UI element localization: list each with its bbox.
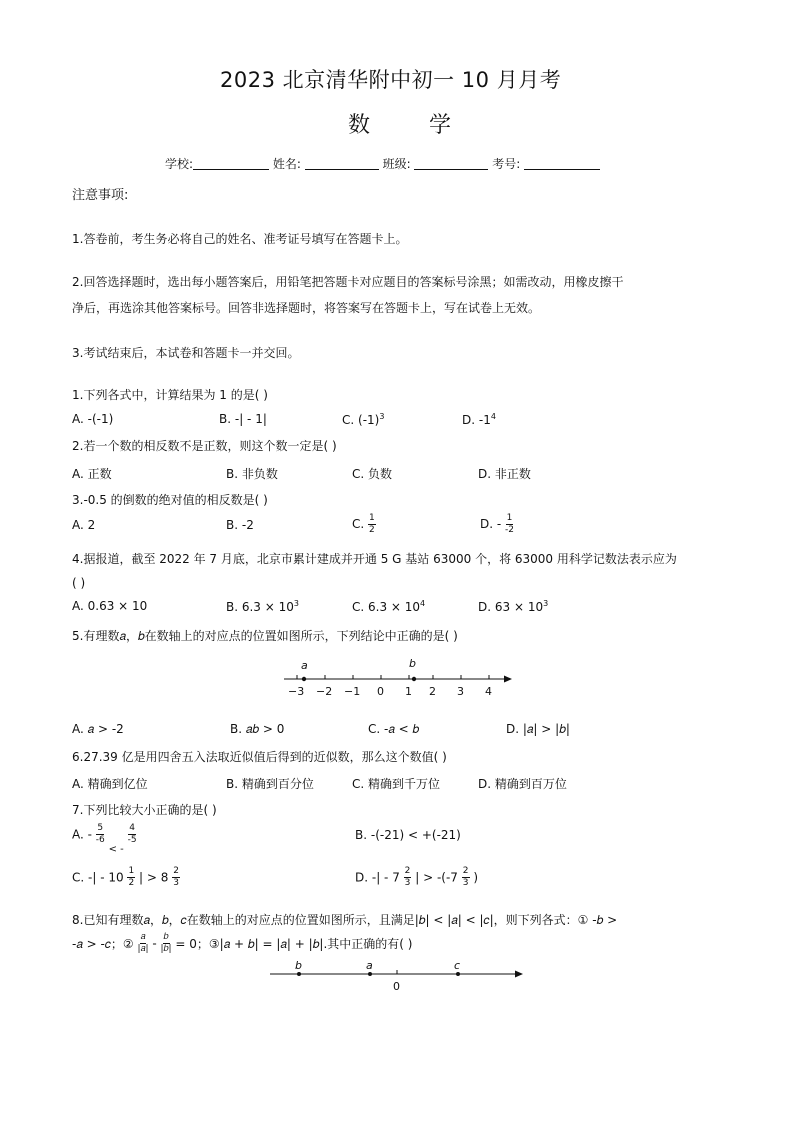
q7-c-pre: C. -| - 10 [72, 870, 124, 885]
q3-c-fraction [368, 513, 376, 536]
q7-c-num: 1 [128, 866, 135, 876]
q4-stem-line-1: 4.据报道，截至 2022 年 7 月底，北京市累计建成并开通 5 G 基站 63000 个，将 63000 用科学记数法表示应为 [72, 552, 677, 566]
q7-a-f2-num: 4 [129, 823, 135, 833]
q8-fraction-2 [160, 932, 171, 955]
q4-d-exp: 3 [543, 599, 549, 608]
q8-zero-label: 0 [393, 980, 400, 993]
q1-option-b[interactable]: B. -| - 1| [219, 412, 267, 426]
q7-option-c[interactable] [72, 866, 180, 889]
q7-option-a[interactable] [72, 823, 137, 855]
q4-d-base: D. 63 × 10 [478, 600, 544, 614]
q8-axis-arrow [515, 971, 523, 978]
q4-stem-line-2: ( ) [72, 576, 86, 590]
q5-tick-label: 1 [405, 685, 412, 698]
name-label: 姓名: [272, 157, 301, 171]
school-label: 学校: [165, 157, 194, 171]
school-field[interactable] [193, 157, 269, 170]
q2-option-c[interactable]: C. 负数 [352, 467, 393, 481]
q7-d-f2-num: 2 [462, 866, 469, 876]
q8-f1-den: |𝑎| [137, 944, 149, 954]
q3-c-den: 2 [369, 525, 375, 535]
student-info-row [165, 155, 600, 172]
name-field[interactable] [305, 157, 379, 170]
q7-a-f1-num: 5 [97, 823, 104, 833]
q7-d-mid: | > -(-7 [415, 870, 458, 885]
q7-a-label: A. - [72, 827, 92, 842]
q5-axis-arrow [504, 676, 512, 683]
q7-option-b[interactable]: B. -(-21) < +(-21) [355, 828, 461, 842]
q1-option-a[interactable]: A. -(-1) [72, 412, 114, 426]
note-3: 3.考试结束后，本试卷和答题卡一并交回。 [72, 346, 300, 360]
exam-no-field[interactable] [524, 157, 600, 170]
q5-tick-label: −1 [344, 685, 361, 698]
q8-line2-start: -𝑎 > -𝑐；② [72, 937, 134, 951]
q6-option-a[interactable]: A. 精确到亿位 [72, 777, 148, 791]
q7-d-pre: D. -| - 7 [355, 870, 400, 885]
q8-point-b-dot [297, 972, 301, 976]
q7-a-fraction-2 [128, 823, 137, 846]
class-label: 班级: [382, 157, 411, 171]
q7-a-f2-den: -5 [127, 835, 137, 845]
q8-minus: - [152, 936, 157, 951]
q7-a-f1-den: -6 [95, 835, 105, 845]
q8-point-b-label: b [295, 959, 302, 972]
q7-d-end: ) [473, 870, 479, 885]
q7-c-f2-num: 2 [173, 866, 179, 876]
q4-c-exp: 4 [420, 599, 426, 608]
q3-d-den: -2 [505, 525, 515, 535]
q1-d-exp: 4 [490, 412, 496, 421]
q5-tick-label: −3 [288, 685, 305, 698]
q5-point-b-label: b [409, 657, 416, 670]
q5-tick-label: 0 [377, 685, 384, 698]
q5-tick-label: 4 [485, 685, 492, 698]
q5-ticks [297, 675, 489, 679]
q5-point-a-dot [302, 677, 306, 681]
q8-f2-num: 𝑏 [163, 932, 169, 942]
q4-c-base: C. 6.3 × 10 [352, 600, 421, 614]
q8-point-a-label: a [366, 959, 373, 972]
q7-c-fraction-1 [127, 866, 135, 889]
q1-option-c[interactable] [342, 412, 384, 427]
q6-option-d[interactable]: D. 精确到百万位 [478, 777, 567, 791]
q7-c-fraction-2 [172, 866, 180, 889]
q8-point-c-label: c [454, 959, 461, 972]
q2-option-a[interactable]: A. 正数 [72, 467, 112, 481]
q4-option-d[interactable] [478, 599, 548, 614]
q6-stem: 6.27.39 亿是用四舍五入法取近似值后得到的近似数，那么这个数值( ) [72, 750, 447, 764]
q7-a-compare: < - [108, 844, 124, 855]
q4-b-exp: 3 [293, 599, 299, 608]
notes-heading: 注意事项: [72, 188, 129, 203]
q3-option-a[interactable]: A. 2 [72, 518, 96, 532]
q3-option-b[interactable]: B. -2 [226, 518, 254, 532]
q7-c-mid: | > 8 [139, 870, 169, 885]
q3-stem: 3.-0.5 的倒数的绝对值的相反数是( ) [72, 493, 268, 507]
q7-d-f2-den: 3 [462, 878, 469, 888]
class-field[interactable] [414, 157, 488, 170]
q8-stem: 8.已知有理数𝑎，𝑏，𝑐在数轴上的对应点的位置如图所示，且满足|𝑏| < |𝑎| < |𝑐|，则下列各式：① -𝑏 > [72, 913, 618, 927]
q7-d-fraction-2 [462, 866, 470, 889]
q7-c-den: 2 [128, 878, 135, 888]
note-1: 1.答卷前，考生务必将自己的姓名、准考证号填写在答题卡上。 [72, 232, 408, 246]
q3-d-fraction [505, 513, 514, 536]
q8-f1-num: 𝑎 [140, 932, 146, 942]
q7-d-den: 3 [404, 878, 411, 888]
q3-d-label: D. - [480, 517, 502, 531]
q8-point-c-dot [456, 972, 460, 976]
q3-c-label: C. [352, 517, 365, 531]
q2-option-b[interactable]: B. 非负数 [226, 467, 278, 481]
q8-line-2 [72, 932, 412, 955]
q5-option-c[interactable]: C. -𝑎 < 𝑏 [368, 722, 420, 736]
q5-tick-label: −2 [316, 685, 333, 698]
q5-option-a[interactable]: A. 𝑎 > -2 [72, 722, 124, 736]
q5-stem: 5.有理数𝑎，𝑏在数轴上的对应点的位置如图所示，下列结论中正确的是( ) [72, 629, 458, 643]
q4-option-b[interactable] [226, 599, 299, 614]
q4-option-c[interactable] [352, 599, 425, 614]
note-2-line-1: 2.回答选择题时，选出每小题答案后，用铅笔把答题卡对应题目的答案标号涂黑；如需改动，用橡皮擦干 [72, 275, 624, 289]
q5-tick-label: 2 [429, 685, 436, 698]
q1-c-exp: 3 [379, 412, 385, 421]
q2-option-d[interactable]: D. 非正数 [478, 467, 531, 481]
q1-c-base: C. (-1) [342, 413, 380, 427]
q3-c-num: 1 [369, 513, 375, 523]
q7-c-f2-den: 3 [173, 878, 179, 888]
q5-tick-label: 3 [457, 685, 464, 698]
q5-option-d[interactable]: D. |𝑎| > |𝑏| [506, 722, 570, 736]
q7-d-fraction-1 [404, 866, 412, 889]
q6-option-b[interactable]: B. 精确到百分位 [226, 777, 314, 791]
q3-d-num: 1 [506, 513, 513, 523]
q8-number-line [266, 958, 528, 994]
q5-point-b-dot [412, 677, 416, 681]
q3-option-c[interactable] [352, 513, 376, 536]
q5-option-b[interactable]: B. 𝑎𝑏 > 0 [230, 722, 285, 736]
q3-option-d[interactable] [480, 513, 514, 536]
q8-equation: = 0；③|𝑎 + 𝑏| = |𝑎| + |𝑏|.其中正确的有( ) [175, 937, 413, 951]
q2-stem: 2.若一个数的相反数不是正数，则这个数一定是( ) [72, 439, 337, 453]
q8-point-a-dot [368, 972, 372, 976]
exam-title: 2023 北京清华附中初一 10 月月考 [220, 68, 562, 92]
note-2-line-2: 净后，再选涂其他答案标号。回答非选择题时，将答案写在答题卡上，写在试卷上无效。 [72, 301, 541, 315]
q7-a-fraction-1 [96, 823, 105, 846]
q5-point-a-label: a [301, 659, 308, 672]
q5-number-line [280, 655, 520, 700]
q1-option-d[interactable] [462, 412, 496, 427]
q1-stem: 1.下列各式中，计算结果为 1 的是( ) [72, 388, 268, 402]
q7-option-d[interactable] [355, 866, 478, 889]
q7-stem: 7.下列比较大小正确的是( ) [72, 803, 217, 817]
q7-d-num: 2 [404, 866, 411, 876]
q4-option-a[interactable]: A. 0.63 × 10 [72, 599, 148, 613]
q8-f2-den: |𝑏| [160, 944, 172, 954]
q1-d-base: D. -1 [462, 413, 491, 427]
q4-b-base: B. 6.3 × 10 [226, 600, 294, 614]
subject-title: 数 学 [348, 113, 477, 138]
q6-option-c[interactable]: C. 精确到千万位 [352, 777, 441, 791]
exam-no-label: 考号: [492, 157, 521, 171]
q8-fraction-1 [138, 932, 149, 955]
